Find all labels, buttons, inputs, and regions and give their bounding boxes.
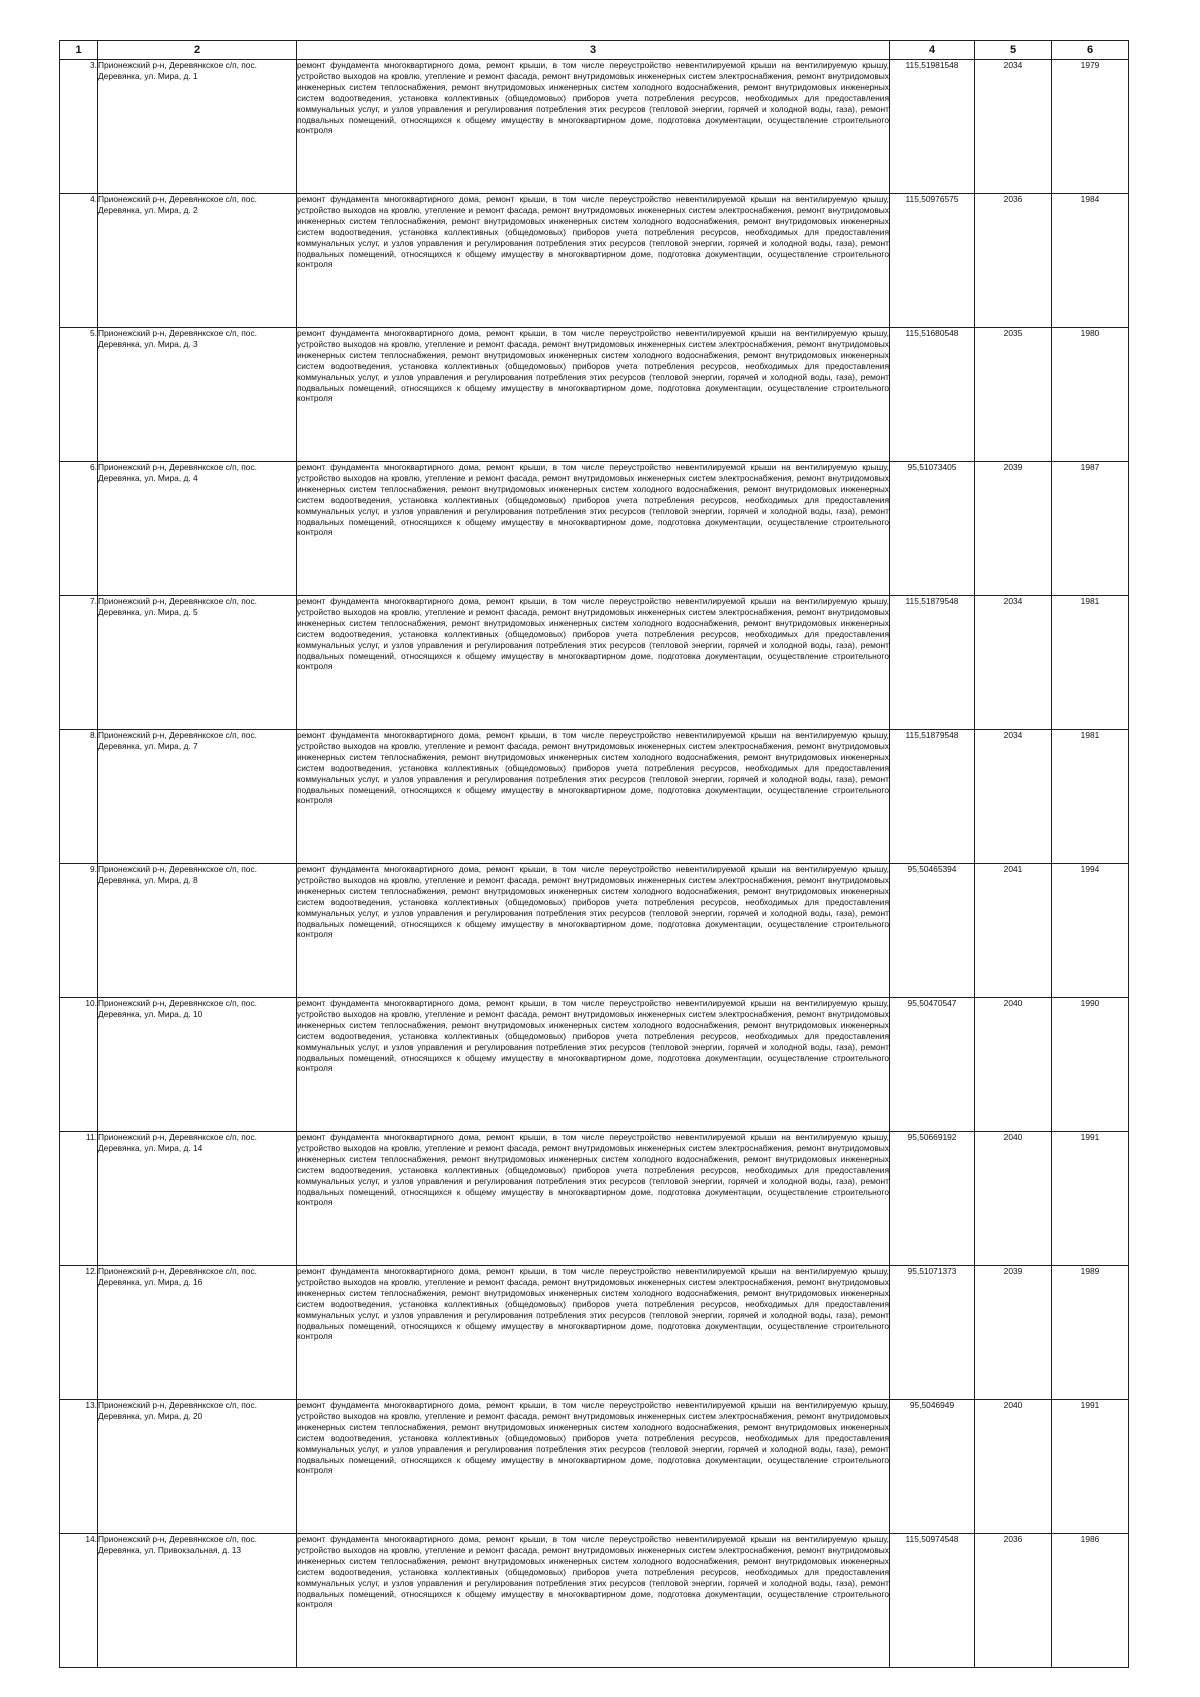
address-cell: Прионежский р-н, Деревянкское с/п, пос. Деревянка, ул. Мира, д. 10 (98, 998, 297, 1132)
built-year-cell: 1984 (1052, 194, 1129, 328)
column-header-4: 4 (890, 41, 975, 60)
address-cell: Прионежский р-н, Деревянкское с/п, пос. Деревянка, ул. Мира, д. 4 (98, 462, 297, 596)
cost-cell: 115,51879548 (890, 730, 975, 864)
row-number-cell: 14. (60, 1534, 98, 1668)
planned-year-cell: 2035 (975, 328, 1052, 462)
row-number-cell: 3. (60, 60, 98, 194)
planned-year-cell: 2036 (975, 194, 1052, 328)
planned-year-cell: 2041 (975, 864, 1052, 998)
cost-cell: 115,50974548 (890, 1534, 975, 1668)
address-cell: Прионежский р-н, Деревянкское с/п, пос. Деревянка, ул. Мира, д. 7 (98, 730, 297, 864)
address-cell: Прионежский р-н, Деревянкское с/п, пос. Деревянка, ул. Мира, д. 14 (98, 1132, 297, 1266)
cost-cell: 95,50669192 (890, 1132, 975, 1266)
table-row (60, 1400, 1129, 1534)
row-number-cell: 13. (60, 1400, 98, 1534)
works-cell: ремонт фундамента многоквартирного дома, ремонт крыши, в том числе переустройство невентилируемой крыши на вентилируемую крышу, устройство выходов на кровлю, утепление и ремонт фасада, ремонт внутридомовых инженерных систем электроснабжения, ремонт внутридомовых инженерных систем теплоснабжения, ремонт внутридомовых инженерных систем холодного водоснабжения, ремонт внутридомовых инженерных систем водоотведения, установка коллективных (общедомовых) приборов учета потребления ресурсов, необходимых для предоставления коммунальных услуг, и узлов управления и регулирования потребления этих ресурсов (тепловой энергии, горячей и холодной воды, газа), ремонт подвальных помещений, относящихся к общему имуществу в многоквартирном доме, подготовка документации, осуществление строительного контроля (297, 1400, 890, 1534)
address-cell: Прионежский р-н, Деревянкское с/п, пос. Деревянка, ул. Привокзальная, д. 13 (98, 1534, 297, 1668)
table-row (60, 1266, 1129, 1400)
built-year-cell: 1989 (1052, 1266, 1129, 1400)
planned-year-cell: 2040 (975, 1132, 1052, 1266)
table-row (60, 730, 1129, 864)
built-year-cell: 1981 (1052, 730, 1129, 864)
built-year-cell: 1990 (1052, 998, 1129, 1132)
table-row (60, 864, 1129, 998)
planned-year-cell: 2039 (975, 462, 1052, 596)
address-cell: Прионежский р-н, Деревянкское с/п, пос. Деревянка, ул. Мира, д. 3 (98, 328, 297, 462)
works-cell: ремонт фундамента многоквартирного дома, ремонт крыши, в том числе переустройство невентилируемой крыши на вентилируемую крышу, устройство выходов на кровлю, утепление и ремонт фасада, ремонт внутридомовых инженерных систем электроснабжения, ремонт внутридомовых инженерных систем теплоснабжения, ремонт внутридомовых инженерных систем холодного водоснабжения, ремонт внутридомовых инженерных систем водоотведения, установка коллективных (общедомовых) приборов учета потребления ресурсов, необходимых для предоставления коммунальных услуг, и узлов управления и регулирования потребления этих ресурсов (тепловой энергии, горячей и холодной воды, газа), ремонт подвальных помещений, относящихся к общему имуществу в многоквартирном доме, подготовка документации, осуществление строительного контроля (297, 864, 890, 998)
works-cell: ремонт фундамента многоквартирного дома, ремонт крыши, в том числе переустройство невентилируемой крыши на вентилируемую крышу, устройство выходов на кровлю, утепление и ремонт фасада, ремонт внутридомовых инженерных систем электроснабжения, ремонт внутридомовых инженерных систем теплоснабжения, ремонт внутридомовых инженерных систем холодного водоснабжения, ремонт внутридомовых инженерных систем водоотведения, установка коллективных (общедомовых) приборов учета потребления ресурсов, необходимых для предоставления коммунальных услуг, и узлов управления и регулирования потребления этих ресурсов (тепловой энергии, горячей и холодной воды, газа), ремонт подвальных помещений, относящихся к общему имуществу в многоквартирном доме, подготовка документации, осуществление строительного контроля (297, 1132, 890, 1266)
cost-cell: 95,51073405 (890, 462, 975, 596)
built-year-cell: 1981 (1052, 596, 1129, 730)
works-cell: ремонт фундамента многоквартирного дома, ремонт крыши, в том числе переустройство невентилируемой крыши на вентилируемую крышу, устройство выходов на кровлю, утепление и ремонт фасада, ремонт внутридомовых инженерных систем электроснабжения, ремонт внутридомовых инженерных систем теплоснабжения, ремонт внутридомовых инженерных систем холодного водоснабжения, ремонт внутридомовых инженерных систем водоотведения, установка коллективных (общедомовых) приборов учета потребления ресурсов, необходимых для предоставления коммунальных услуг, и узлов управления и регулирования потребления этих ресурсов (тепловой энергии, горячей и холодной воды, газа), ремонт подвальных помещений, относящихся к общему имуществу в многоквартирном доме, подготовка документации, осуществление строительного контроля (297, 596, 890, 730)
built-year-cell: 1979 (1052, 60, 1129, 194)
table-row (60, 1534, 1129, 1668)
column-header-6: 6 (1052, 41, 1129, 60)
capital-repair-table (59, 40, 1129, 1668)
cost-cell: 95,51071373 (890, 1266, 975, 1400)
column-header-5: 5 (975, 41, 1052, 60)
table-row (60, 328, 1129, 462)
row-number-cell: 10. (60, 998, 98, 1132)
table-row (60, 194, 1129, 328)
row-number-cell: 11. (60, 1132, 98, 1266)
row-number-cell: 7. (60, 596, 98, 730)
cost-cell: 95,50465394 (890, 864, 975, 998)
works-cell: ремонт фундамента многоквартирного дома, ремонт крыши, в том числе переустройство невентилируемой крыши на вентилируемую крышу, устройство выходов на кровлю, утепление и ремонт фасада, ремонт внутридомовых инженерных систем электроснабжения, ремонт внутридомовых инженерных систем теплоснабжения, ремонт внутридомовых инженерных систем холодного водоснабжения, ремонт внутридомовых инженерных систем водоотведения, установка коллективных (общедомовых) приборов учета потребления ресурсов, необходимых для предоставления коммунальных услуг, и узлов управления и регулирования потребления этих ресурсов (тепловой энергии, горячей и холодной воды, газа), ремонт подвальных помещений, относящихся к общему имуществу в многоквартирном доме, подготовка документации, осуществление строительного контроля (297, 462, 890, 596)
row-number-cell: 6. (60, 462, 98, 596)
works-cell: ремонт фундамента многоквартирного дома, ремонт крыши, в том числе переустройство невентилируемой крыши на вентилируемую крышу, устройство выходов на кровлю, утепление и ремонт фасада, ремонт внутридомовых инженерных систем электроснабжения, ремонт внутридомовых инженерных систем теплоснабжения, ремонт внутридомовых инженерных систем холодного водоснабжения, ремонт внутридомовых инженерных систем водоотведения, установка коллективных (общедомовых) приборов учета потребления ресурсов, необходимых для предоставления коммунальных услуг, и узлов управления и регулирования потребления этих ресурсов (тепловой энергии, горячей и холодной воды, газа), ремонт подвальных помещений, относящихся к общему имуществу в многоквартирном доме, подготовка документации, осуществление строительного контроля (297, 194, 890, 328)
cost-cell: 115,51680548 (890, 328, 975, 462)
works-cell: ремонт фундамента многоквартирного дома, ремонт крыши, в том числе переустройство невентилируемой крыши на вентилируемую крышу, устройство выходов на кровлю, утепление и ремонт фасада, ремонт внутридомовых инженерных систем электроснабжения, ремонт внутридомовых инженерных систем теплоснабжения, ремонт внутридомовых инженерных систем холодного водоснабжения, ремонт внутридомовых инженерных систем водоотведения, установка коллективных (общедомовых) приборов учета потребления ресурсов, необходимых для предоставления коммунальных услуг, и узлов управления и регулирования потребления этих ресурсов (тепловой энергии, горячей и холодной воды, газа), ремонт подвальных помещений, относящихся к общему имуществу в многоквартирном доме, подготовка документации, осуществление строительного контроля (297, 1266, 890, 1400)
planned-year-cell: 2034 (975, 60, 1052, 194)
table-body (60, 60, 1129, 1668)
cost-cell: 95,5046949 (890, 1400, 975, 1534)
address-cell: Прионежский р-н, Деревянкское с/п, пос. Деревянка, ул. Мира, д. 16 (98, 1266, 297, 1400)
row-number-cell: 12. (60, 1266, 98, 1400)
planned-year-cell: 2040 (975, 1400, 1052, 1534)
cost-cell: 115,50976575 (890, 194, 975, 328)
cost-cell: 115,51879548 (890, 596, 975, 730)
address-cell: Прионежский р-н, Деревянкское с/п, пос. Деревянка, ул. Мира, д. 20 (98, 1400, 297, 1534)
works-cell: ремонт фундамента многоквартирного дома, ремонт крыши, в том числе переустройство невентилируемой крыши на вентилируемую крышу, устройство выходов на кровлю, утепление и ремонт фасада, ремонт внутридомовых инженерных систем электроснабжения, ремонт внутридомовых инженерных систем теплоснабжения, ремонт внутридомовых инженерных систем холодного водоснабжения, ремонт внутридомовых инженерных систем водоотведения, установка коллективных (общедомовых) приборов учета потребления ресурсов, необходимых для предоставления коммунальных услуг, и узлов управления и регулирования потребления этих ресурсов (тепловой энергии, горячей и холодной воды, газа), ремонт подвальных помещений, относящихся к общему имуществу в многоквартирном доме, подготовка документации, осуществление строительного контроля (297, 328, 890, 462)
address-cell: Прионежский р-н, Деревянкское с/п, пос. Деревянка, ул. Мира, д. 8 (98, 864, 297, 998)
built-year-cell: 1986 (1052, 1534, 1129, 1668)
row-number-cell: 9. (60, 864, 98, 998)
row-number-cell: 4. (60, 194, 98, 328)
planned-year-cell: 2034 (975, 730, 1052, 864)
cost-cell: 95,50470547 (890, 998, 975, 1132)
works-cell: ремонт фундамента многоквартирного дома, ремонт крыши, в том числе переустройство невентилируемой крыши на вентилируемую крышу, устройство выходов на кровлю, утепление и ремонт фасада, ремонт внутридомовых инженерных систем электроснабжения, ремонт внутридомовых инженерных систем теплоснабжения, ремонт внутридомовых инженерных систем холодного водоснабжения, ремонт внутридомовых инженерных систем водоотведения, установка коллективных (общедомовых) приборов учета потребления ресурсов, необходимых для предоставления коммунальных услуг, и узлов управления и регулирования потребления этих ресурсов (тепловой энергии, горячей и холодной воды, газа), ремонт подвальных помещений, относящихся к общему имуществу в многоквартирном доме, подготовка документации, осуществление строительного контроля (297, 998, 890, 1132)
table-row (60, 60, 1129, 194)
table-row (60, 462, 1129, 596)
planned-year-cell: 2036 (975, 1534, 1052, 1668)
works-cell: ремонт фундамента многоквартирного дома, ремонт крыши, в том числе переустройство невентилируемой крыши на вентилируемую крышу, устройство выходов на кровлю, утепление и ремонт фасада, ремонт внутридомовых инженерных систем электроснабжения, ремонт внутридомовых инженерных систем теплоснабжения, ремонт внутридомовых инженерных систем холодного водоснабжения, ремонт внутридомовых инженерных систем водоотведения, установка коллективных (общедомовых) приборов учета потребления ресурсов, необходимых для предоставления коммунальных услуг, и узлов управления и регулирования потребления этих ресурсов (тепловой энергии, горячей и холодной воды, газа), ремонт подвальных помещений, относящихся к общему имуществу в многоквартирном доме, подготовка документации, осуществление строительного контроля (297, 730, 890, 864)
row-number-cell: 5. (60, 328, 98, 462)
built-year-cell: 1991 (1052, 1400, 1129, 1534)
column-header-2: 2 (98, 41, 297, 60)
address-cell: Прионежский р-н, Деревянкское с/п, пос. Деревянка, ул. Мира, д. 5 (98, 596, 297, 730)
planned-year-cell: 2034 (975, 596, 1052, 730)
planned-year-cell: 2040 (975, 998, 1052, 1132)
row-number-cell: 8. (60, 730, 98, 864)
works-cell: ремонт фундамента многоквартирного дома, ремонт крыши, в том числе переустройство невентилируемой крыши на вентилируемую крышу, устройство выходов на кровлю, утепление и ремонт фасада, ремонт внутридомовых инженерных систем электроснабжения, ремонт внутридомовых инженерных систем теплоснабжения, ремонт внутридомовых инженерных систем холодного водоснабжения, ремонт внутридомовых инженерных систем водоотведения, установка коллективных (общедомовых) приборов учета потребления ресурсов, необходимых для предоставления коммунальных услуг, и узлов управления и регулирования потребления этих ресурсов (тепловой энергии, горячей и холодной воды, газа), ремонт подвальных помещений, относящихся к общему имуществу в многоквартирном доме, подготовка документации, осуществление строительного контроля (297, 60, 890, 194)
built-year-cell: 1994 (1052, 864, 1129, 998)
table-row (60, 596, 1129, 730)
works-cell: ремонт фундамента многоквартирного дома, ремонт крыши, в том числе переустройство невентилируемой крыши на вентилируемую крышу, устройство выходов на кровлю, утепление и ремонт фасада, ремонт внутридомовых инженерных систем электроснабжения, ремонт внутридомовых инженерных систем теплоснабжения, ремонт внутридомовых инженерных систем холодного водоснабжения, ремонт внутридомовых инженерных систем водоотведения, установка коллективных (общедомовых) приборов учета потребления ресурсов, необходимых для предоставления коммунальных услуг, и узлов управления и регулирования потребления этих ресурсов (тепловой энергии, горячей и холодной воды, газа), ремонт подвальных помещений, относящихся к общему имуществу в многоквартирном доме, подготовка документации, осуществление строительного контроля (297, 1534, 890, 1668)
table-row (60, 1132, 1129, 1266)
table-row (60, 998, 1129, 1132)
address-cell: Прионежский р-н, Деревянкское с/п, пос. Деревянка, ул. Мира, д. 2 (98, 194, 297, 328)
built-year-cell: 1991 (1052, 1132, 1129, 1266)
column-header-3: 3 (297, 41, 890, 60)
address-cell: Прионежский р-н, Деревянкское с/п, пос. Деревянка, ул. Мира, д. 1 (98, 60, 297, 194)
cost-cell: 115,51981548 (890, 60, 975, 194)
header-row (60, 41, 1129, 60)
column-header-1: 1 (60, 41, 98, 60)
built-year-cell: 1980 (1052, 328, 1129, 462)
built-year-cell: 1987 (1052, 462, 1129, 596)
planned-year-cell: 2039 (975, 1266, 1052, 1400)
